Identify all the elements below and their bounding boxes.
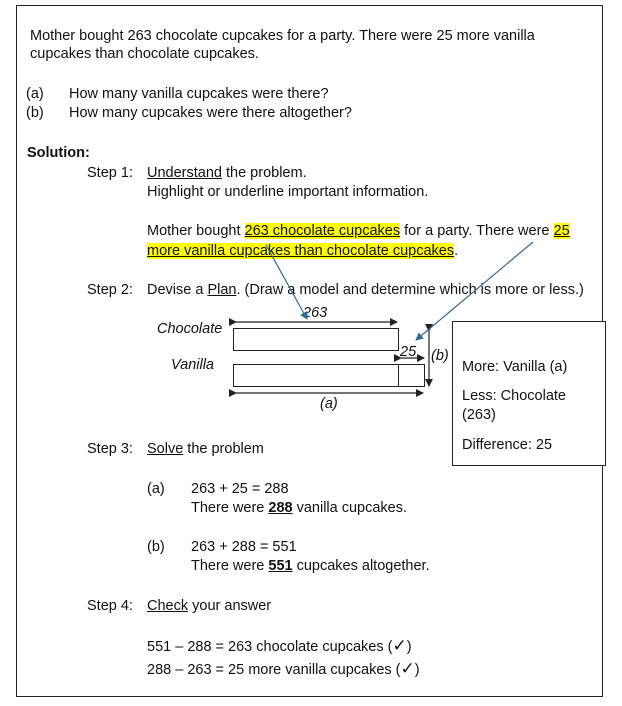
part-a-equation: 263 + 25 = 288 <box>191 481 289 497</box>
hl-line1-pre: Mother bought <box>147 223 245 239</box>
step3-rest: the problem <box>183 441 264 457</box>
step1-label: Step 1: <box>87 165 133 181</box>
part-b-pre: There were <box>191 558 269 574</box>
step4-underlined: Check <box>147 598 189 614</box>
step4-rest: your answer <box>188 598 272 614</box>
solution-heading: Solution: <box>27 145 90 161</box>
summary-more: More: Vanilla (a) <box>462 359 568 375</box>
check-mark-icon: ✓ <box>392 636 407 656</box>
part-a-post: vanilla cupcakes. <box>292 500 408 516</box>
part-a-answer: 288 <box>268 500 293 516</box>
vanilla-label: Vanilla <box>171 357 214 373</box>
summary-less-line2: (263) <box>462 407 496 423</box>
step4-label: Step 4: <box>87 598 133 614</box>
hl-more-vanilla: more vanilla cupcakes than chocolate cupcakes <box>147 243 455 259</box>
step2-pre: Devise a <box>147 282 208 298</box>
chocolate-label: Chocolate <box>157 321 223 337</box>
hl-25: 25 <box>553 223 570 239</box>
part-b-label: (b) <box>147 539 165 555</box>
check-line-1 <box>147 637 412 656</box>
hl-chocolate-263: 263 chocolate cupcakes <box>244 223 401 239</box>
part-a-pre: There were <box>191 500 269 516</box>
summary-less-line1: Less: Chocolate <box>462 388 566 404</box>
pointer-arrow-263 <box>266 245 307 319</box>
problem-line-2: cupcakes than chocolate cupcakes. <box>30 46 259 62</box>
b-label: (b) <box>431 348 449 364</box>
a-label: (a) <box>320 396 338 412</box>
part-b-equation: 263 + 288 = 551 <box>191 539 297 555</box>
difference-value-25: 25 <box>400 344 417 360</box>
hl-line2-post: . <box>454 243 459 259</box>
check1-text: 551 – 288 = 263 chocolate cupcakes ( <box>147 639 393 655</box>
hl-line1-mid: for a party. There were <box>400 223 554 239</box>
question-b-text: How many cupcakes were there altogether? <box>69 105 352 121</box>
step3-label: Step 3: <box>87 441 133 457</box>
part-b-answer-line <box>191 557 430 575</box>
check-mark-icon: ✓ <box>400 659 415 679</box>
part-a-answer-line <box>191 499 407 517</box>
summary-difference: Difference: 25 <box>462 437 553 453</box>
pointer-arrow-25 <box>416 242 533 340</box>
check2-text: 288 – 263 = 25 more vanilla cupcakes ( <box>147 662 401 678</box>
check1-close: ) <box>406 639 412 655</box>
step4-title <box>147 597 271 615</box>
check-line-2 <box>147 660 420 679</box>
step3-underlined: Solve <box>147 441 184 457</box>
part-a-label: (a) <box>147 481 165 497</box>
question-b-label: (b) <box>26 105 44 121</box>
step2-post: . (Draw a model and determine which is more or less.) <box>236 282 584 298</box>
top-value-263: 263 <box>303 305 328 321</box>
step2-label: Step 2: <box>87 282 133 298</box>
step1-title-rest: the problem. <box>221 165 307 181</box>
step2-underlined: Plan <box>207 282 237 298</box>
step1-instruction: Highlight or underline important information. <box>147 184 429 200</box>
step3-title <box>147 440 264 458</box>
question-a-text: How many vanilla cupcakes were there? <box>69 86 329 102</box>
question-a-label: (a) <box>26 86 44 102</box>
step1-title-underlined: Understand <box>147 165 222 181</box>
check2-close: ) <box>414 662 420 678</box>
problem-line-1: Mother bought 263 chocolate cupcakes for a party. There were 25 more vanilla <box>30 28 535 44</box>
part-b-answer: 551 <box>268 558 293 574</box>
part-b-post: cupcakes altogether. <box>292 558 430 574</box>
